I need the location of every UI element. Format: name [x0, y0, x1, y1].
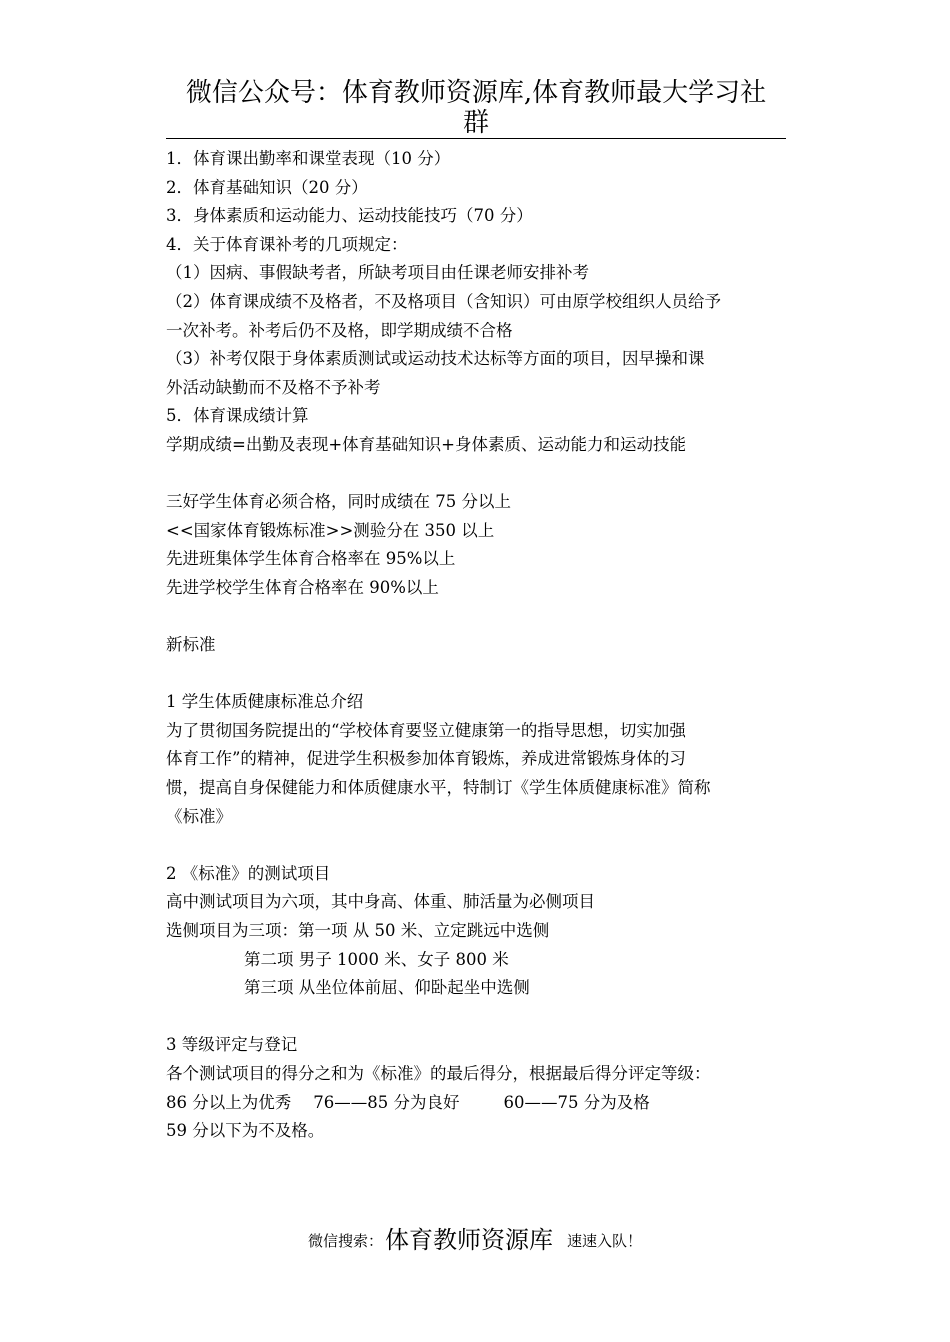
rule-item-1: （1）因病、事假缺考者，所缺考项目由任课老师安排补考 — [166, 263, 589, 283]
requirement-4: 先进学校学生体育合格率在 90%以上 — [166, 577, 439, 597]
grade-pass: 60——75 分为及格 — [503, 1092, 650, 1112]
footer-suffix: 速速入队！ — [567, 1232, 643, 1250]
footer-prefix: 微信搜索： — [307, 1232, 383, 1250]
grade-excellent: 86 分以上为优秀 — [166, 1092, 292, 1112]
footer-name: 体育教师资源库 — [385, 1226, 553, 1254]
test-items-optional-3: 第三项 从坐位体前屈、仰卧起坐中选侧 — [244, 978, 530, 998]
list-item-5: 5．体育课成绩计算 — [166, 406, 309, 426]
requirement-3: 先进班集体学生体育合格率在 95%以上 — [166, 549, 456, 569]
grade-formula: 学期成绩=出勤及表现+体育基础知识+身体素质、运动能力和运动技能 — [166, 434, 686, 454]
header-line-1: 微信公众号：体育教师资源库,体育教师最大学习社 — [185, 78, 767, 108]
list-item-3: 3．身体素质和运动能力、运动技能技巧（70 分） — [166, 206, 533, 226]
list-item-1: 1．体育课出勤率和课堂表现（10 分） — [166, 149, 451, 168]
header-line-2: 群 — [462, 108, 489, 138]
grading-levels — [166, 1089, 786, 1118]
spacer — [166, 660, 786, 689]
spacer — [166, 460, 786, 489]
section-heading-new-standard: 新标准 — [166, 635, 216, 655]
test-items-optional: 选侧项目为三项：第一项 从 50 米、立定跳远中选侧 — [166, 921, 550, 941]
rule-item-2-cont: 一次补考。补考后仍不及格，即学期成绩不合格 — [166, 320, 513, 340]
grading-intro: 各个测试项目的得分之和为《标准》的最后得分，根据最后得分评定等级： — [166, 1064, 711, 1083]
spacer — [166, 831, 786, 860]
document-body — [166, 145, 786, 1146]
section-heading-1: 1 学生体质健康标准总介绍 — [166, 692, 364, 712]
requirement-1: 三好学生体育必须合格，同时成绩在 75 分以上 — [166, 492, 511, 512]
rule-item-3-cont: 外活动缺勤而不及格不予补考 — [166, 377, 381, 397]
document-header — [166, 78, 786, 138]
header-rule — [166, 138, 786, 139]
rule-item-3: （3）补考仅限于身体素质测试或运动技术达标等方面的项目，因早操和课 — [166, 349, 705, 369]
paragraph-line: 体育工作”的精神，促进学生积极参加体育锻炼，养成进常锻炼身体的习 — [166, 749, 686, 769]
test-items-required: 高中测试项目为六项，其中身高、体重、肺活量为必侧项目 — [166, 892, 595, 912]
document-footer — [0, 1220, 950, 1255]
grade-fail: 59 分以下为不及格。 — [166, 1121, 325, 1141]
requirement-2: <<国家体育锻炼标准>>测验分在 350 以上 — [166, 520, 495, 540]
test-items-optional-2: 第二项 男子 1000 米、女子 800 米 — [244, 949, 509, 969]
spacer — [166, 1003, 786, 1032]
spacer — [166, 603, 786, 632]
section-heading-2: 2 《标准》的测试项目 — [166, 863, 331, 883]
list-item-2: 2．体育基础知识（20 分） — [166, 177, 368, 197]
list-item-4: 4．关于体育课补考的几项规定： — [166, 234, 408, 254]
grade-good: 76——85 分为良好 — [313, 1092, 460, 1112]
paragraph-line: 为了贯彻国务院提出的“学校体育要竖立健康第一的指导思想，切实加强 — [166, 720, 686, 740]
rule-item-2: （2）体育课成绩不及格者，不及格项目（含知识）可由原学校组织人员给予 — [166, 291, 721, 311]
paragraph-line: 《标准》 — [166, 806, 232, 826]
section-heading-3: 3 等级评定与登记 — [166, 1035, 298, 1055]
paragraph-line: 惯，提高自身保健能力和体质健康水平，特制订《学生体质健康标准》简称 — [166, 778, 711, 798]
